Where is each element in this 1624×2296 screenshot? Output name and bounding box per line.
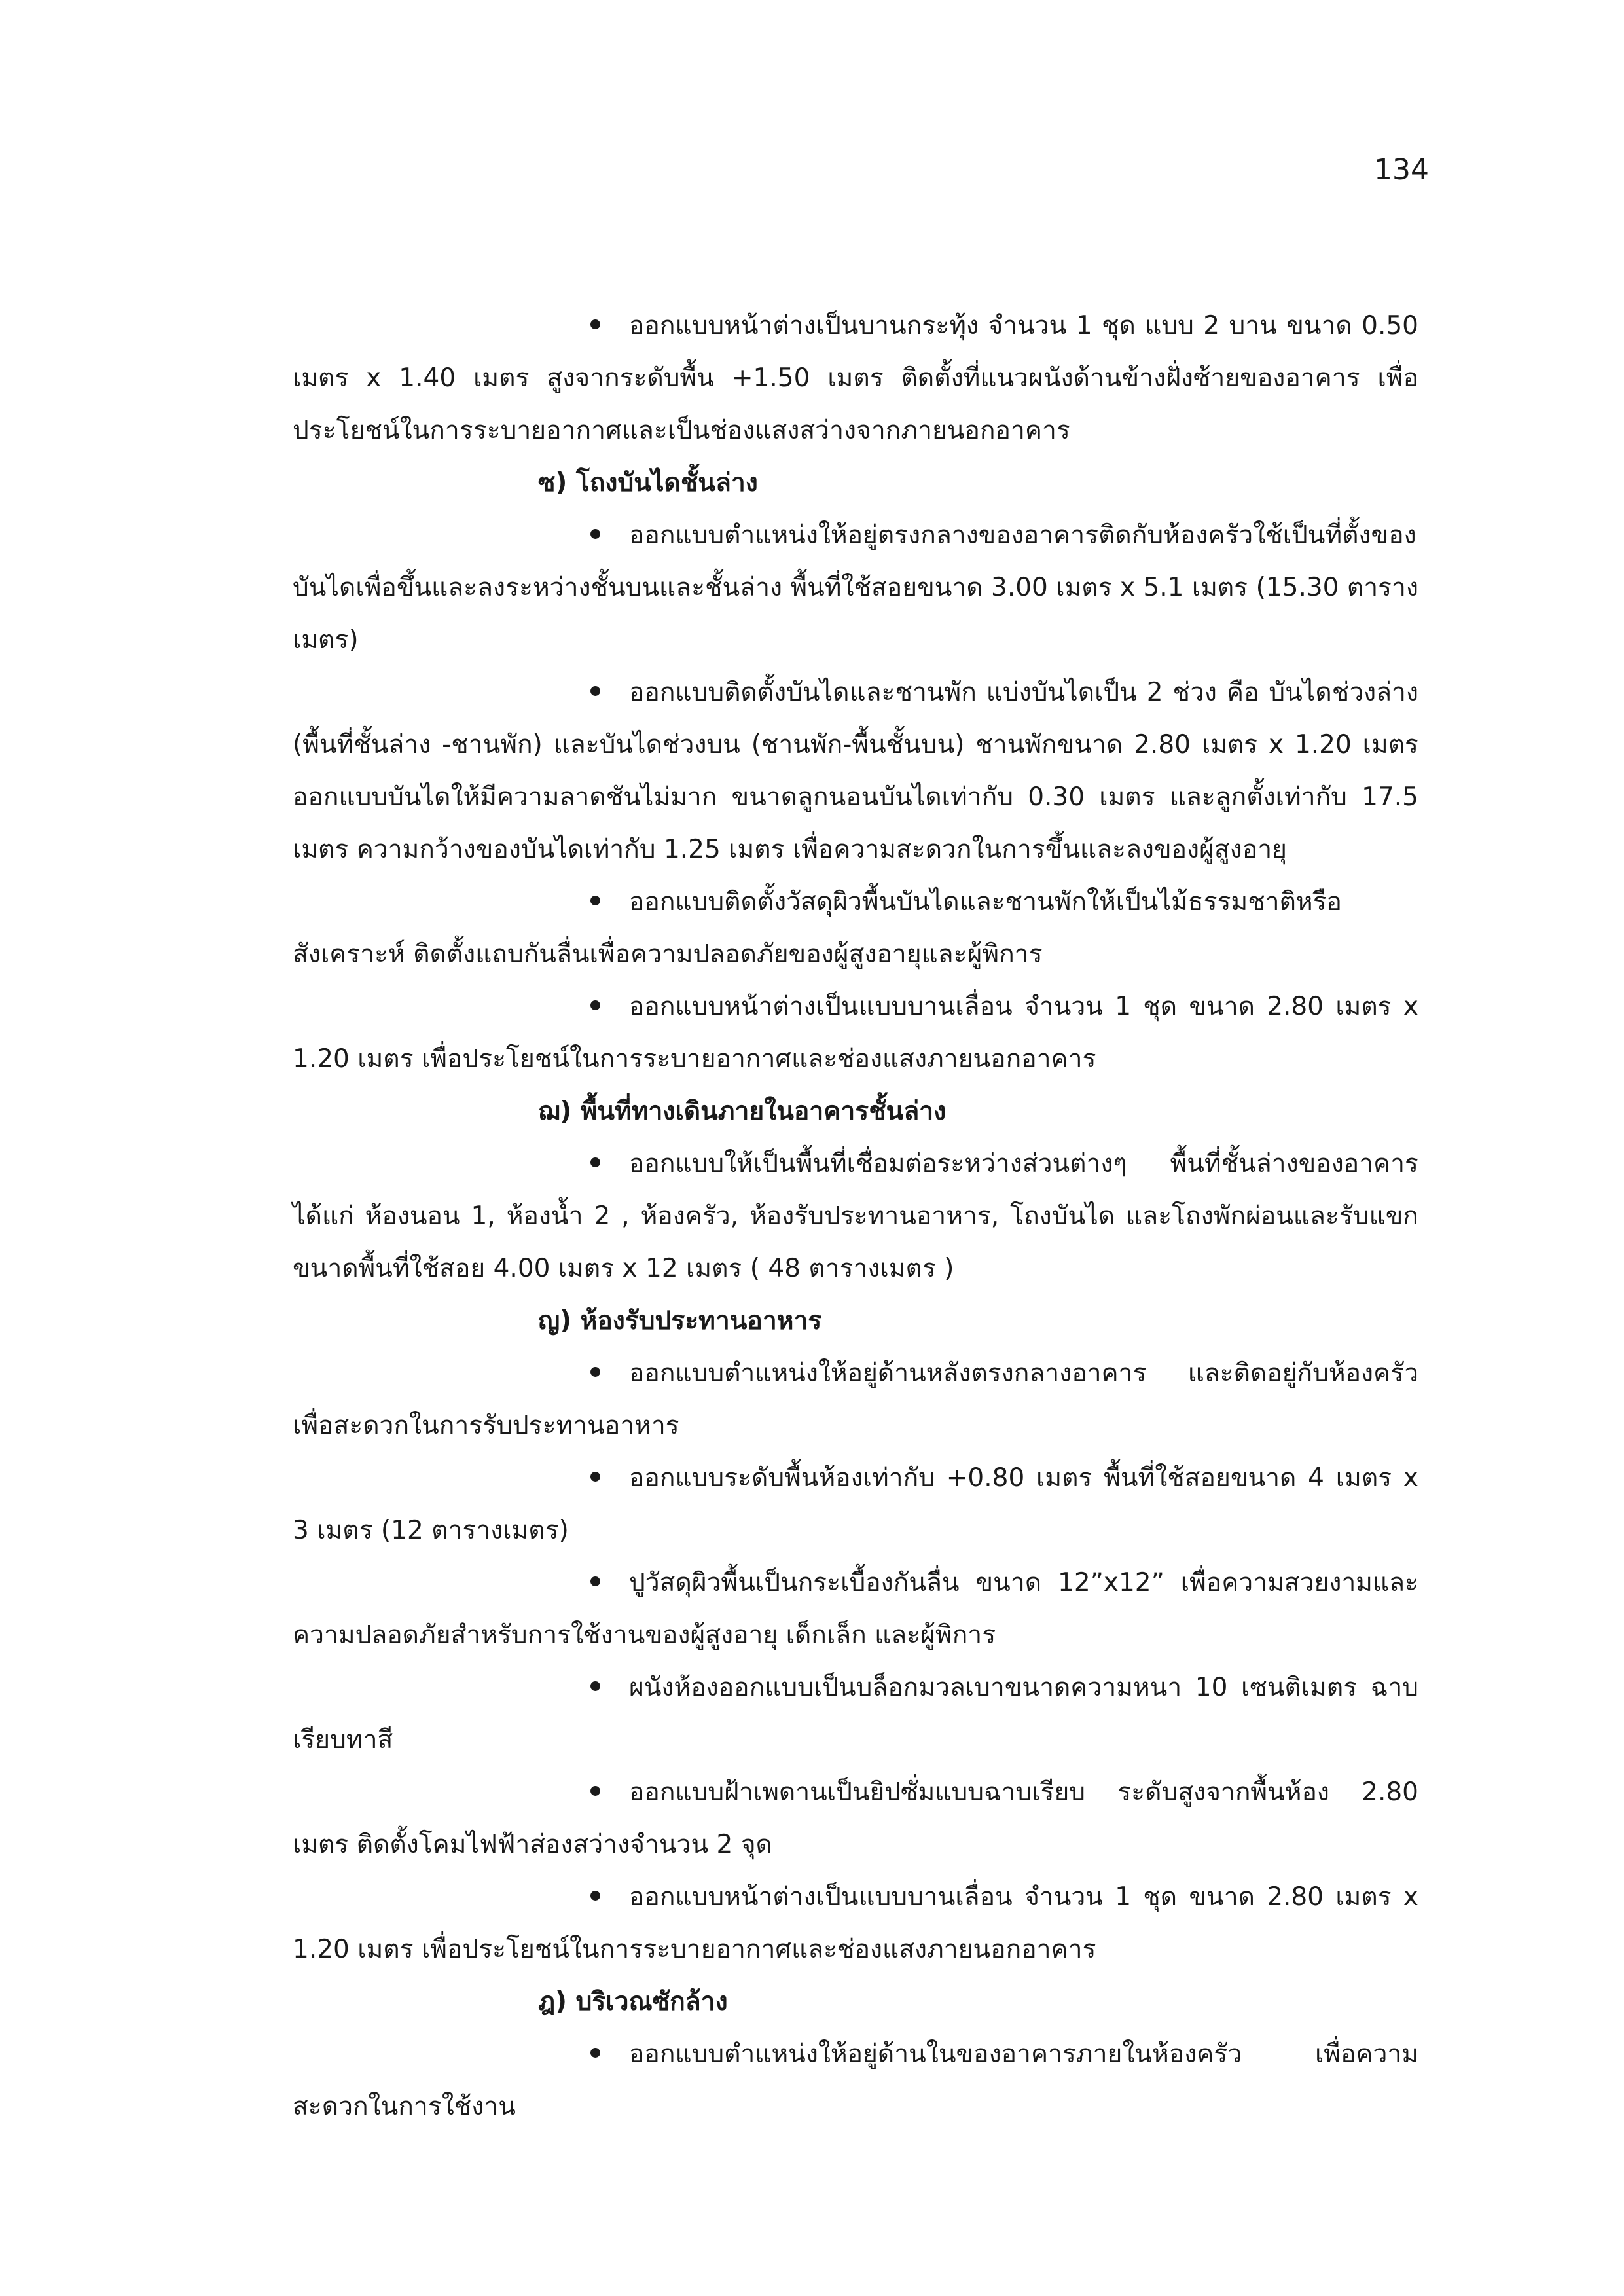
bullet-item [293, 300, 1418, 457]
bullet-icon [590, 1786, 600, 1796]
bullet-item [293, 666, 1418, 876]
bullet-text: ออกแบบให้เป็นพื้นที่เชื่อมต่อระหว่างส่วนต่างๆ พื้นที่ชั้นล่างของอาคาร ได้แก่ ห้องนอน 1, ห้องน้ำ 2 , ห้องครัว, ห้องรับประทานอาหาร, โถงบันได และโถงพักผ่อนและรับแขก ขนาดพื้นที่ใช้สอย 4.00 เมตร x 12 เมตร ( 48 ตารางเมตร ) [293, 1149, 1418, 1283]
bullet-text: ออกแบบฝ้าเพดานเป็นยิปซั่มแบบฉาบเรียบ ระดับสูงจากพื้นห้อง 2.80 เมตร ติดตั้งโคมไฟฟ้าส่องสว่างจำนวน 2 จุด [293, 1777, 1418, 1859]
bullet-icon [590, 896, 600, 905]
bullet-text: ออกแบบระดับพื้นห้องเท่ากับ +0.80 เมตร พื้นที่ใช้สอยขนาด 4 เมตร x 3 เมตร (12 ตารางเมตร) [293, 1463, 1418, 1545]
bullet-text: ออกแบบหน้าต่างเป็นแบบบานเลื่อน จำนวน 1 ชุด ขนาด 2.80 เมตร x 1.20 เมตร เพื่อประโยชน์ในการระบายอากาศและช่องแสงภายนอกอาคาร [293, 992, 1418, 1074]
bullet-icon [590, 686, 600, 696]
bullet-text: ออกแบบตำแหน่งให้อยู่ด้านในของอาคารภายในห้องครัว เพื่อความสะดวกในการใช้งาน [293, 2039, 1418, 2121]
bullet-item [293, 1138, 1418, 1295]
section-heading: ฌ) พื้นที่ทางเดินภายในอาคารชั้นล่าง [538, 1097, 947, 1126]
bullet-item [293, 509, 1418, 666]
bullet-text: ออกแบบติดตั้งบันไดและชานพัก แบ่งบันไดเป็น 2 ช่วง คือ บันไดช่วงล่าง (พื้นที่ชั้นล่าง -ชานพัก) และบันไดช่วงบน (ชานพัก-พื้นชั้นบน) ชานพักขนาด 2.80 เมตร x 1.20 เมตร ออกแบบบันไดให้มีความลาดชันไม่มาก ขนาดลูกนอนบันไดเท่ากับ 0.30 เมตร และลูกตั้งเท่ากับ 17.5 เมตร ความกว้างของบันไดเท่ากับ 1.25 เมตร เพื่อความสะดวกในการขึ้นและลงของผู้สูงอายุ [293, 678, 1418, 864]
section-heading: ญ) ห้องรับประทานอาหาร [538, 1306, 822, 1336]
section-heading: ฎ) บริเวณซักล้าง [538, 1987, 728, 2016]
bullet-item [293, 1766, 1418, 1871]
bullet-text: ปูวัสดุผิวพื้นเป็นกระเบื้องกันลื่น ขนาด 12”x12” เพื่อความสวยงามและความปลอดภัยสำหรับการใช้งานของผู้สูงอายุ เด็กเล็ก และผู้พิการ [293, 1568, 1418, 1650]
bullet-item [293, 2028, 1418, 2133]
bullet-text: ผนังห้องออกแบบเป็นบล็อกมวลเบาขนาดความหนา 10 เซนติเมตร ฉาบเรียบทาสี [293, 1673, 1418, 1755]
bullet-text: ออกแบบหน้าต่างเป็นแบบบานเลื่อน จำนวน 1 ชุด ขนาด 2.80 เมตร x 1.20 เมตร เพื่อประโยชน์ในการระบายอากาศและช่องแสงภายนอกอาคาร [293, 1882, 1418, 1964]
bullet-icon [590, 1576, 600, 1586]
section-heading: ซ) โถงบันไดชั้นล่าง [538, 468, 758, 498]
bullet-item [293, 876, 1418, 981]
bullet-icon [590, 319, 600, 329]
bullet-icon [590, 1367, 600, 1377]
bullet-item [293, 981, 1418, 1085]
bullet-icon [590, 1681, 600, 1691]
page-number: 134 [1374, 153, 1429, 187]
bullet-item [293, 1557, 1418, 1662]
bullet-item [293, 1662, 1418, 1766]
document-body [293, 300, 1418, 2133]
bullet-text: ออกแบบหน้าต่างเป็นบานกระทุ้ง จำนวน 1 ชุด แบบ 2 บาน ขนาด 0.50 เมตร x 1.40 เมตร สูงจากระดับพื้น +1.50 เมตร ติดตั้งที่แนวผนังด้านข้างฝั่งซ้ายของอาคาร เพื่อประโยชน์ในการระบายอากาศและเป็นช่องแสงสว่างจากภายนอกอาคาร [293, 311, 1418, 445]
bullet-text: ออกแบบติดตั้งวัสดุผิวพื้นบันไดและชานพักให้เป็นไม้ธรรมชาติหรือสังเคราะห์ ติดตั้งแถบกันลื่นเพื่อความปลอดภัยของผู้สูงอายุและผู้พิการ [293, 887, 1342, 969]
bullet-icon [590, 1157, 600, 1167]
bullet-icon [590, 529, 600, 539]
bullet-item [293, 1347, 1418, 1452]
bullet-icon [590, 1000, 600, 1010]
bullet-icon [590, 1891, 600, 1901]
bullet-item [293, 1452, 1418, 1557]
bullet-text: ออกแบบตำแหน่งให้อยู่ด้านหลังตรงกลางอาคาร และติดอยู่กับห้องครัวเพื่อสะดวกในการรับประทานอาหาร [293, 1358, 1418, 1440]
bullet-text: ออกแบบตำแหน่งให้อยู่ตรงกลางของอาคารติดกับห้องครัวใช้เป็นที่ตั้งของบันไดเพื่อขึ้นและลงระหว่างชั้นบนและชั้นล่าง พื้นที่ใช้สอยขนาด 3.00 เมตร x 5.1 เมตร (15.30 ตารางเมตร) [293, 520, 1418, 655]
bullet-item [293, 1871, 1418, 1976]
bullet-icon [590, 2048, 600, 2058]
bullet-icon [590, 1472, 600, 1482]
